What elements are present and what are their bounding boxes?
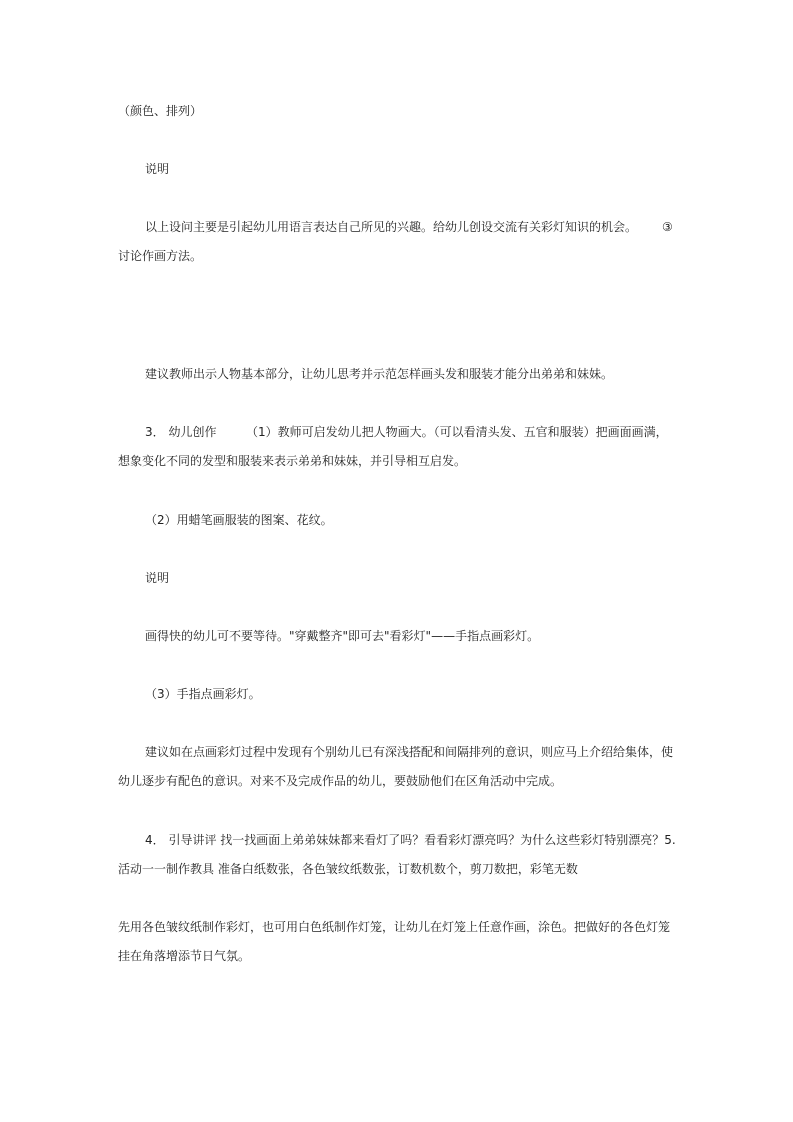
text-line: 活动一一制作教具 准备白纸数张，各色皱纹纸数张，订数机数个，剪刀数把，彩笔无数 [118, 862, 578, 876]
text-line: 建议教师出示人物基本部分，让幼儿思考并示范怎样画头发和服装才能分出弟弟和妹妹。 [145, 367, 614, 381]
text-line: （3）手指点画彩灯。 [145, 687, 261, 701]
text-line: 讨论作画方法。 [118, 249, 203, 263]
section-heading: 3． 幼儿创作 [145, 425, 217, 439]
note-heading: 说明 [145, 162, 170, 176]
step-marker: ③ [662, 220, 673, 234]
section-heading: 4． 引导讲评 找一找画面上弟弟妹妹都来看灯了吗？看看彩灯漂亮吗？为什么这些彩灯特别漂亮？5. [145, 833, 676, 847]
text-line: （2）用蜡笔画服装的图案、花纹。 [145, 513, 333, 527]
text-line: 挂在角落增添节日气氛。 [118, 949, 251, 963]
text-line: 建议如在点画彩灯过程中发现有个别幼儿已有深浅搭配和间隔排列的意识，则应马上介绍给集体，使 [145, 745, 674, 759]
text-line: （颜色、排列） [118, 104, 203, 118]
text-line: 先用各色皱纹纸制作彩灯，也可用白色纸制作灯笼，让幼儿在灯笼上任意作画，涂色。把做好的各色灯笼 [118, 920, 671, 934]
text-line: 幼儿逐步有配色的意识。对来不及完成作品的幼儿，要鼓励他们在区角活动中完成。 [118, 774, 563, 788]
text-line: （1）教师可启发幼儿把人物画大。（可以看清头发、五官和服装）把画面画满， [246, 425, 668, 439]
text-line: 以上设问主要是引起幼儿用语言表达自己所见的兴趣。给幼儿创设交流有关彩灯知识的机会。 [145, 220, 638, 234]
text-line: 画得快的幼儿可不要等待。"穿戴整齐"即可去"看彩灯"——手指点画彩灯。 [145, 629, 540, 643]
note-heading: 说明 [145, 571, 170, 585]
text-line: 想象变化不同的发型和服装来表示弟弟和妹妹，并引导相互启发。 [118, 454, 467, 468]
